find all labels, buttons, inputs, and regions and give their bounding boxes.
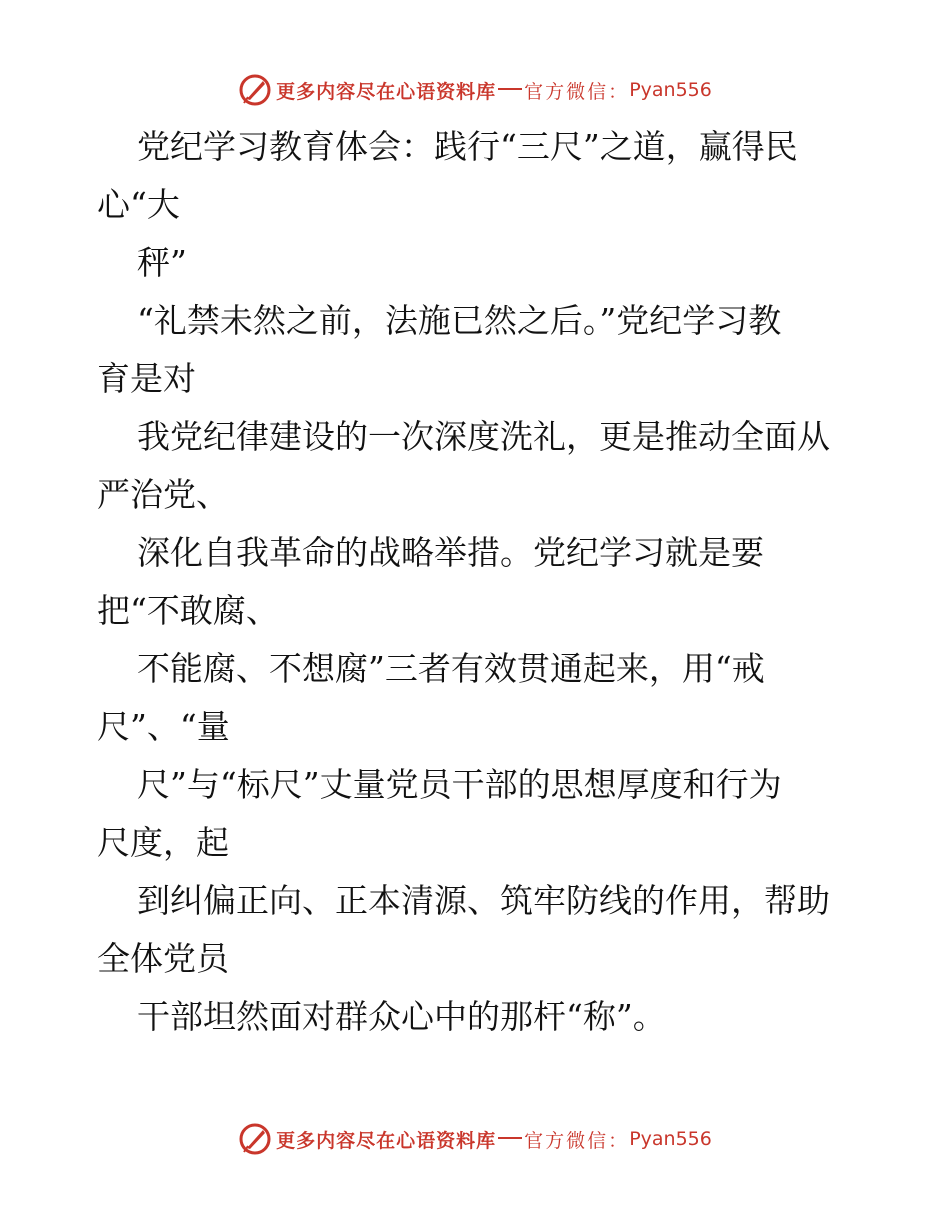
document-body — [97, 118, 857, 1046]
text-line: 尺”、“量 — [97, 707, 230, 746]
text-line: 育是对 — [97, 359, 196, 398]
text-line: 干部坦然面对群众心中的那杆“称”。 — [137, 997, 666, 1036]
banner-dash — [498, 1137, 522, 1139]
text-line: 深化自我革命的战略举措。党纪学习就是要 — [137, 533, 764, 572]
official-label: 官方微信： — [524, 80, 630, 103]
banner-dash — [498, 88, 522, 90]
text-line: 我党纪律建设的一次深度洗礼，更是推动全面从 — [137, 417, 830, 456]
text-line: “礼禁未然之前，法施已然之后。”党纪学习教 — [137, 301, 782, 340]
text-line: 秤” — [137, 243, 187, 282]
footer-banner — [0, 1119, 950, 1159]
text-line: 严治党、 — [97, 475, 229, 514]
text-line: 不能腐、不想腐”三者有效贯通起来，用“戒 — [137, 649, 765, 688]
brand-name: 更多内容尽在心语资料库 — [276, 80, 497, 103]
text-line: 把“不敢腐、 — [97, 591, 279, 630]
quill-logo-icon — [238, 73, 272, 107]
text-line: 到纠偏正向、正本清源、筑牢防线的作用，帮助 — [137, 881, 830, 920]
quill-logo-icon — [238, 1122, 272, 1156]
text-line: 党纪学习教育体会：践行“三尺”之道，赢得民 — [137, 127, 798, 166]
official-label: 官方微信： — [524, 1129, 630, 1152]
text-line: 尺度，起 — [97, 823, 229, 862]
text-line: 尺”与“标尺”丈量党员干部的思想厚度和行为 — [137, 765, 782, 804]
wechat-id: Pyan556 — [629, 1128, 712, 1150]
brand-name: 更多内容尽在心语资料库 — [276, 1129, 497, 1152]
wechat-id: Pyan556 — [629, 79, 712, 101]
header-banner — [0, 70, 950, 110]
text-line: 全体党员 — [97, 939, 229, 978]
text-line: 心“大 — [97, 185, 180, 224]
